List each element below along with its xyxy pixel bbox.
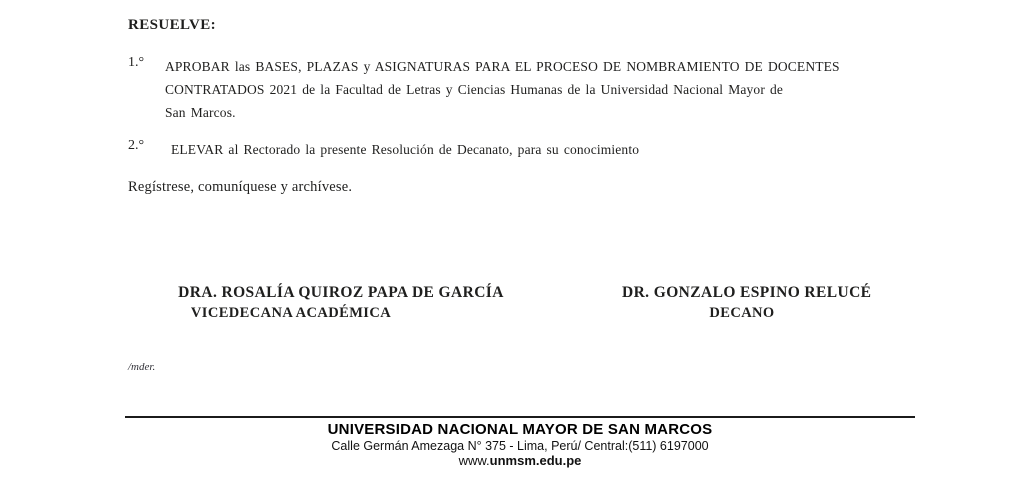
item-1-line-3: San Marcos. bbox=[165, 105, 236, 120]
item-2-marker: 2.° bbox=[128, 138, 145, 153]
signature-name: DR. GONZALO ESPINO RELUCÉ bbox=[622, 284, 872, 301]
item-2-line-1: ELEVAR al Rectorado la presente Resolución de Decanato, para su conocimiento bbox=[171, 142, 640, 157]
item-1-line-2: CONTRATADOS 2021 de la Facultad de Letras y Ciencias Humanas de la Universidad Nacional Mayor de bbox=[165, 82, 784, 97]
typist-initials: /mder. bbox=[128, 361, 156, 373]
item-1-text bbox=[165, 55, 840, 124]
signature-block-decano bbox=[622, 284, 872, 322]
footer bbox=[125, 416, 915, 468]
footer-website bbox=[125, 453, 915, 468]
footer-rule bbox=[125, 416, 915, 418]
closing-line: Regístrese, comuníquese y archívese. bbox=[128, 179, 353, 195]
item-2-text bbox=[171, 138, 639, 161]
resolve-heading: RESUELVE: bbox=[128, 17, 217, 33]
website-domain: unmsm.edu.pe bbox=[489, 453, 582, 468]
footer-institution: UNIVERSIDAD NACIONAL MAYOR DE SAN MARCOS bbox=[327, 421, 713, 438]
signature-block-vicedecana bbox=[126, 284, 556, 322]
signature-title: DECANO bbox=[709, 305, 775, 321]
item-1-marker: 1.° bbox=[128, 55, 145, 70]
item-1-line-1: APROBAR las BASES, PLAZAS y ASIGNATURAS PARA EL PROCESO DE NOMBRAMIENTO DE DOCENTES bbox=[165, 59, 840, 74]
footer-address: Calle Germán Amezaga N° 375 - Lima, Perú/ Central:(511) 6197000 bbox=[331, 439, 709, 453]
signature-title: VICEDECANA ACADÉMICA bbox=[190, 305, 392, 321]
signature-name: DRA. ROSALÍA QUIROZ PAPA DE GARCÍA bbox=[178, 284, 504, 301]
website-prefix: www. bbox=[458, 453, 490, 468]
